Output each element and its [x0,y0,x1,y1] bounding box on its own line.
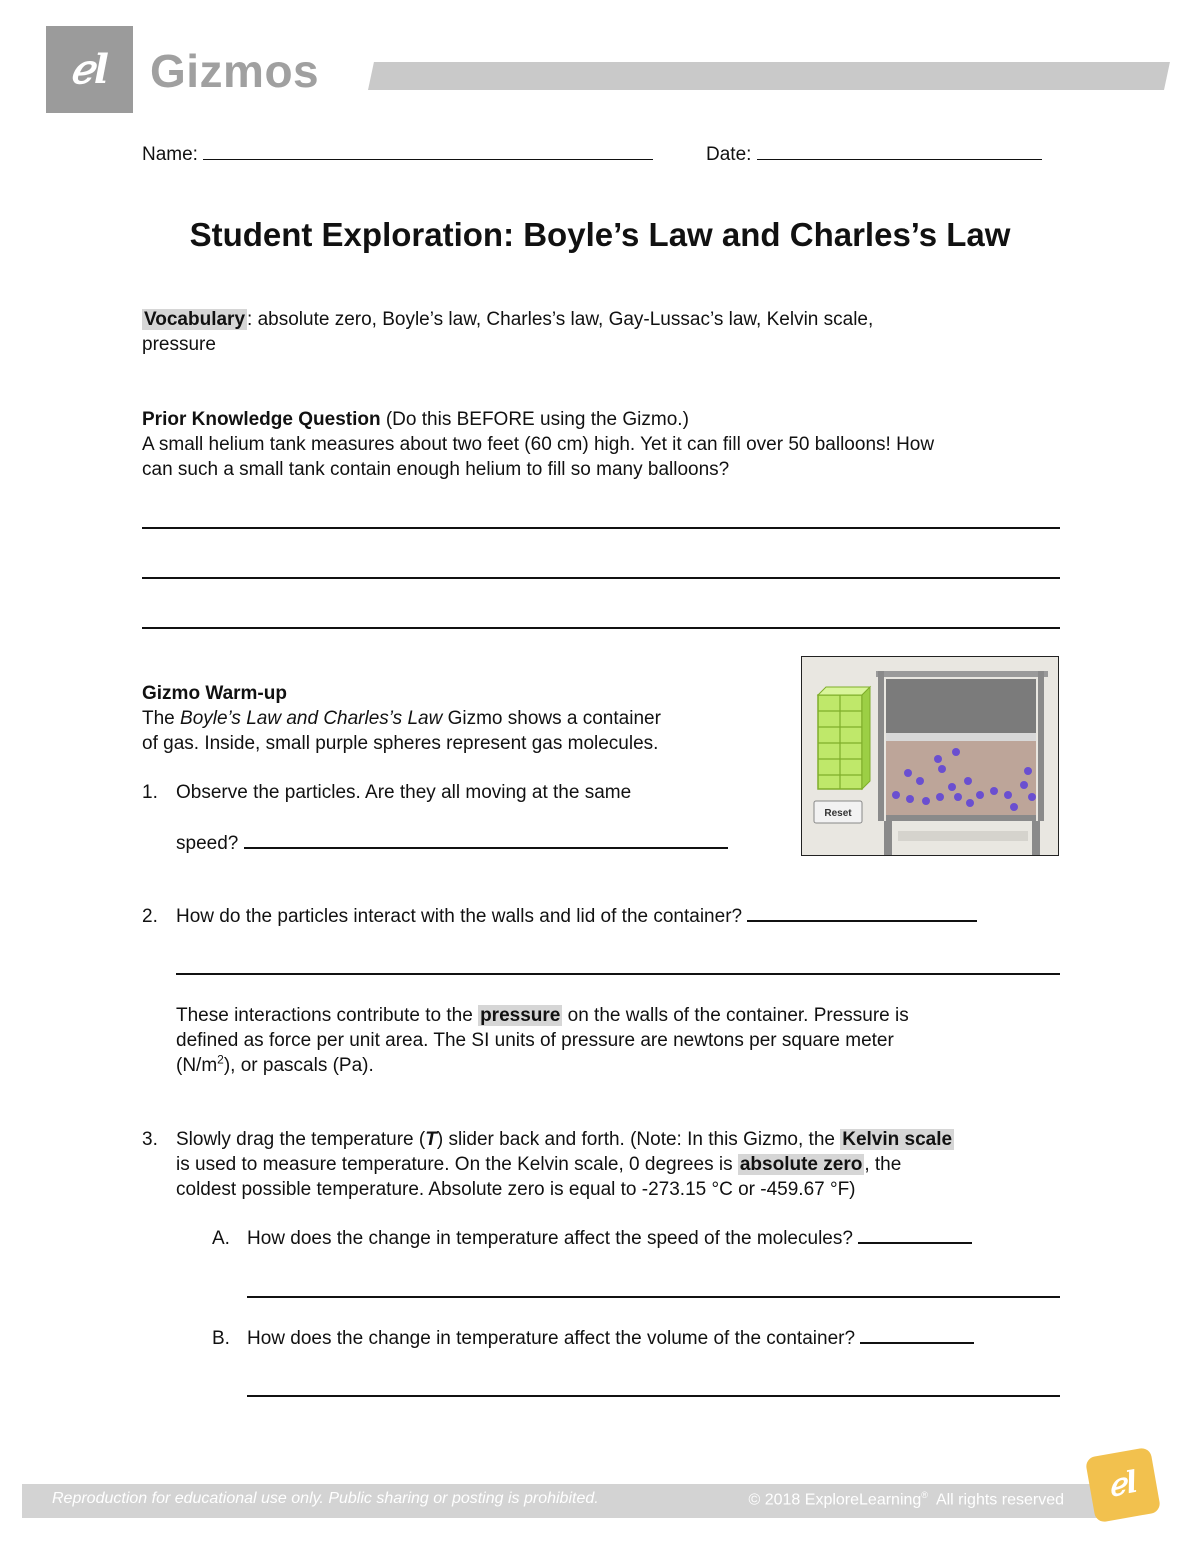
gizmos-brand: Gizmos [150,45,320,97]
question-3-line2: is used to measure temperature. On the Kelvin scale, 0 degrees is [176,1154,738,1175]
warmup-intro-cont: Gizmo shows a container [442,708,661,729]
header-bar [368,62,1170,90]
footer-bar [22,1484,1112,1518]
answer-line[interactable] [247,1395,1060,1397]
warmup-intro-line2: of gas. Inside, small purple spheres represent gas molecules. [142,733,659,754]
question-1 [176,780,736,805]
question-3-text: Slowly drag the temperature ( [176,1129,426,1150]
footer-logo-glyph: ℯl [1105,1464,1141,1505]
gizmo-simulation-image [801,656,1059,856]
pressure-text: These interactions contribute to the [176,1005,479,1026]
question-3b-text: How does the change in temperature affect the volume of the container? [247,1328,856,1349]
warmup-heading: Gizmo Warm-up [142,683,287,704]
footer-logo [1085,1447,1161,1523]
gizmo-name: Boyle’s Law and Charles’s Law [180,708,443,729]
question-3b-blank[interactable] [860,1342,974,1344]
page-title: Student Exploration: Boyle’s Law and Charles’s Law [189,216,1011,253]
warmup [142,681,782,756]
question-3b-letter: B. [212,1328,230,1349]
prior-knowledge-line2: can such a small tank contain enough helium to fill so many balloons? [142,459,730,480]
answer-line[interactable] [142,577,1060,579]
question-3a-text: How does the change in temperature affect the speed of the molecules? [247,1228,853,1249]
question-3a [247,1226,972,1251]
question-3-number: 3. [142,1129,158,1150]
question-1-answer [176,831,728,856]
vocabulary-terms: : absolute zero, Boyle’s law, Charles’s law, Gay-Lussac’s law, Kelvin scale, [247,309,874,330]
prior-knowledge [142,407,1062,482]
pressure-paragraph [176,1003,1060,1078]
question-3-line3: coldest possible temperature. Absolute zero is equal to -273.15 °C or -459.67 °F) [176,1179,856,1200]
logo-glyph: ℯl [70,46,109,93]
footer-copyright [749,1490,1065,1509]
answer-line[interactable] [142,527,1060,529]
pressure-text-cont: on the walls of the container. Pressure is [562,1005,909,1026]
prior-knowledge-heading: Prior Knowledge Question [142,409,381,430]
warmup-intro: The [142,708,181,729]
question-3-line2-end: , the [864,1154,902,1175]
question-1-text: Observe the particles. Are they all moving at the same [176,782,632,803]
simulation-drawing [802,657,1058,855]
explorelearning-logo [46,26,133,113]
footer-notice: Reproduction for educational use only. Public sharing or posting is prohibited. [52,1490,599,1507]
prior-knowledge-note: (Do this BEFORE using the Gizmo.) [380,409,689,430]
question-2-number: 2. [142,906,158,927]
question-3a-letter: A. [212,1228,230,1249]
prior-knowledge-line1: A small helium tank measures about two feet (60 cm) high. Yet it can fill over 50 balloons! How [142,434,935,455]
question-1-number: 1. [142,782,158,803]
kelvin-scale-term: Kelvin scale [842,1129,953,1150]
name-field [142,142,653,167]
pressure-units-sup: 2 [217,1052,224,1067]
reset-button[interactable] [814,801,862,823]
temperature-symbol: T [425,1129,437,1150]
name-label: Name: [142,144,198,165]
question-1-text-line2: speed? [176,833,239,854]
vocabulary-terms-line2: pressure [142,334,216,355]
question-3-text-cont: ) slider back and forth. (Note: In this Gizmo, the [436,1129,841,1150]
name-blank[interactable] [203,159,653,160]
weight-blocks [818,687,870,789]
question-1-blank[interactable] [244,847,728,849]
date-field [706,142,1042,167]
rights-text: All rights reserved [927,1491,1064,1509]
question-2 [176,904,977,929]
date-label: Date: [706,144,752,165]
answer-line[interactable] [247,1296,1060,1298]
question-3 [176,1127,1076,1202]
vocabulary [142,307,1062,357]
copyright-text: © 2018 ExploreLearning [748,1491,922,1509]
reset-label: Reset [824,808,852,819]
question-2-blank[interactable] [747,920,977,922]
registered-mark: ® [921,1490,928,1500]
pressure-units-post: ), or pascals (Pa). [223,1055,374,1076]
pressure-definition: defined as force per unit area. The SI units of pressure are newtons per square meter [176,1030,894,1051]
question-3b [247,1326,974,1351]
answer-line[interactable] [142,627,1060,629]
question-3a-blank[interactable] [858,1242,972,1244]
pressure-term: pressure [480,1005,561,1026]
pressure-units-pre: (N/m [176,1055,218,1076]
question-2-text: How do the particles interact with the walls and lid of the container? [176,906,743,927]
vocabulary-label: Vocabulary [144,309,246,330]
date-blank[interactable] [757,159,1042,160]
answer-line[interactable] [176,973,1060,975]
absolute-zero-term: absolute zero [739,1154,863,1175]
